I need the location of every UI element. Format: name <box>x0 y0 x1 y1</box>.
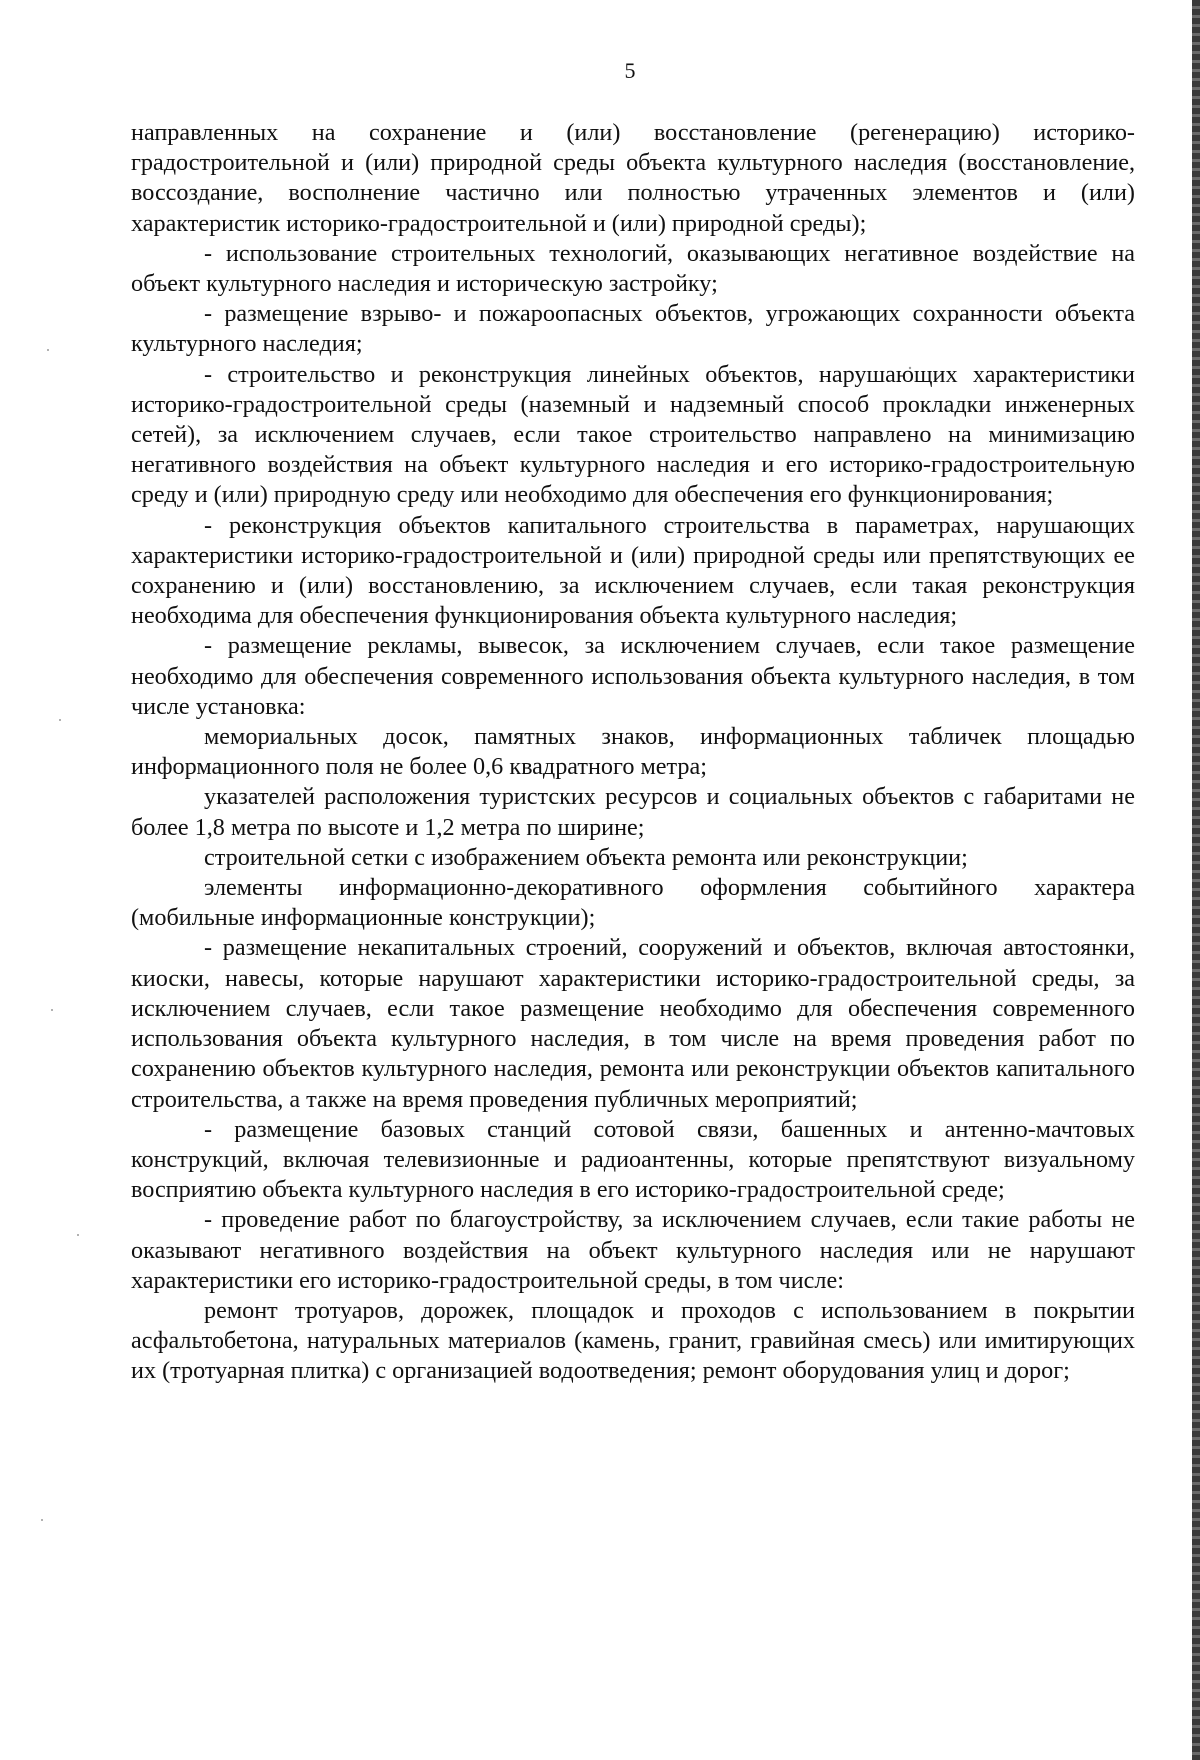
paragraph: строительной сетки с изображением объекта ремонта или реконструкции; <box>204 843 968 871</box>
document-body <box>131 118 1135 1387</box>
paragraph: - размещение базовых станций сотовой связи, башенных и антенно-мачтовых конструкций, включая телевизионные и радиоантенны, которые препятствуют визуальному восприятию объекта культурного наследия в его историко-градостроительной среде; <box>131 1115 1135 1204</box>
paragraph: направленных на сохранение и (или) восстановление (регенерацию) историко-градостроительной и (или) природной среды объекта культурного наследия (восстановление, воссоздание, восполнение частично или полностью утраченных элементов и (или) характеристик историко-градостроительной и (или) природной среды); <box>131 119 1135 237</box>
paragraph: ремонт тротуаров, дорожек, площадок и проходов с использованием в покрытии асфальтобетона, натуральных материалов (камень, гранит, гравийная смесь) или имитирующих их (тротуарная плитка) с организацией водоотведения; ремонт оборудования улиц и дорог; <box>131 1296 1135 1385</box>
paragraph: - проведение работ по благоустройству, за исключением случаев, если такие работы не оказывают негативного воздействия на объект культурного наследия или не нарушают характеристики его историко-градостроительной среды, в том числе: <box>131 1206 1135 1294</box>
paragraph: - размещение некапитальных строений, сооружений и объектов, включая автостоянки, киоски, навесы, которые нарушают характеристики историко-градостроительной среды, за исключением случаев, если такое размещение необходимо для обеспечения современного использования объекта культурного наследия, в том числе на время проведения работ по сохранению объектов культурного наследия, ремонта или реконструкции объектов капитального строительства, а также на время проведения публичных мероприятий; <box>131 934 1135 1113</box>
paragraph: - размещение взрыво- и пожароопасных объектов, угрожающих сохранности объекта культурного наследия; <box>131 300 1135 358</box>
paragraph: мемориальных досок, памятных знаков, информационных табличек площадью информационного поля не более 0,6 квадратного метра; <box>131 723 1135 781</box>
page-number: 5 <box>624 58 636 83</box>
paragraph: указателей расположения туристских ресурсов и социальных объектов с габаритами не более 1,8 метра по высоте и 1,2 метра по ширине; <box>131 783 1135 841</box>
paragraph: - использование строительных технологий, оказывающих негативное воздействие на объект культурного наследия и историческую застройку; <box>131 239 1135 298</box>
paragraph: - строительство и реконструкция линейных объектов, нарушающих характеристики историко-градостроительной среды (наземный и надземный способ прокладки инженерных сетей), за исключением случаев, если такое строительство направлено на минимизацию негативного воздействия на объект культурного наследия и его историко-градостроительную среду и (или) природную среду или необходимо для обеспечения его функционирования; <box>131 360 1135 509</box>
paragraph: - размещение рекламы, вывесок, за исключением случаев, если такое размещение необходимо для обеспечения современного использования объекта культурного наследия, в том числе установка: <box>131 632 1135 720</box>
paragraph: элементы информационно-декоративного оформления событийного характера (мобильные информационные конструкции); <box>131 874 1135 932</box>
paragraph: - реконструкция объектов капитального строительства в параметрах, нарушающих характеристики историко-градостроительной и (или) природной среды или препятствующих ее сохранению и (или) восстановлению, за исключением случаев, если такая реконструкция необходима для обеспечения функционирования объекта культурного наследия; <box>131 511 1135 630</box>
